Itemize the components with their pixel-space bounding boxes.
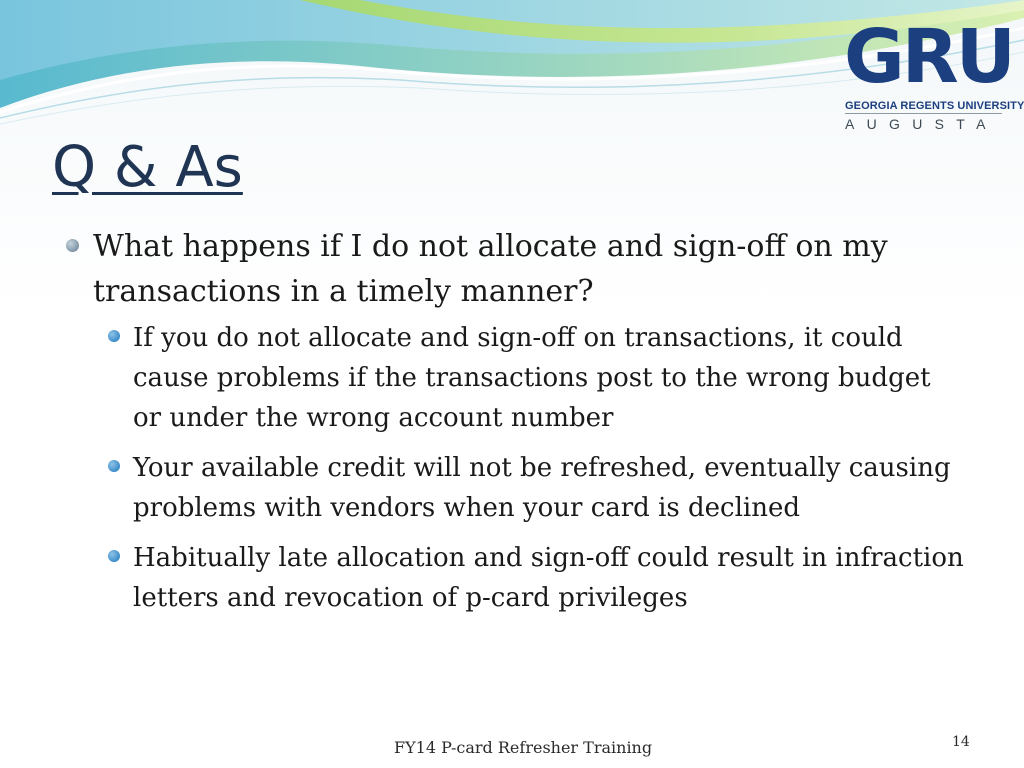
logo-wordmark: GRU — [844, 14, 1013, 100]
bullet-icon — [108, 460, 120, 472]
page-number: 14 — [952, 734, 970, 750]
logo-divider — [845, 113, 1002, 114]
answer-bullet — [66, 318, 966, 438]
slide-content — [66, 224, 966, 628]
question-text: What happens if I do not allocate and sign-off on my transactions in a timely manner? — [93, 229, 888, 309]
bullet-icon — [108, 550, 120, 562]
gru-logo — [840, 14, 1024, 132]
answer-text: If you do not allocate and sign-off on transactions, it could cause problems if the transactions post to the wrong budget or under the wrong account number — [133, 323, 931, 433]
answer-text: Your available credit will not be refreshed, eventually causing problems with vendors when your card is declined — [133, 453, 951, 523]
slide-title: Q & As — [52, 135, 243, 200]
logo-city-name: AUGUSTA — [845, 116, 998, 132]
bullet-icon — [66, 239, 79, 252]
answer-text: Habitually late allocation and sign-off could result in infraction letters and revocation of p-card privileges — [133, 543, 964, 613]
logo-university-name: GEORGIA REGENTS UNIVERSITY — [845, 100, 1024, 112]
bullet-icon — [108, 330, 120, 342]
question-bullet — [66, 224, 966, 314]
answer-bullet — [66, 448, 966, 528]
footer-text: FY14 P-card Refresher Training — [394, 738, 653, 757]
answer-bullet — [66, 538, 966, 618]
